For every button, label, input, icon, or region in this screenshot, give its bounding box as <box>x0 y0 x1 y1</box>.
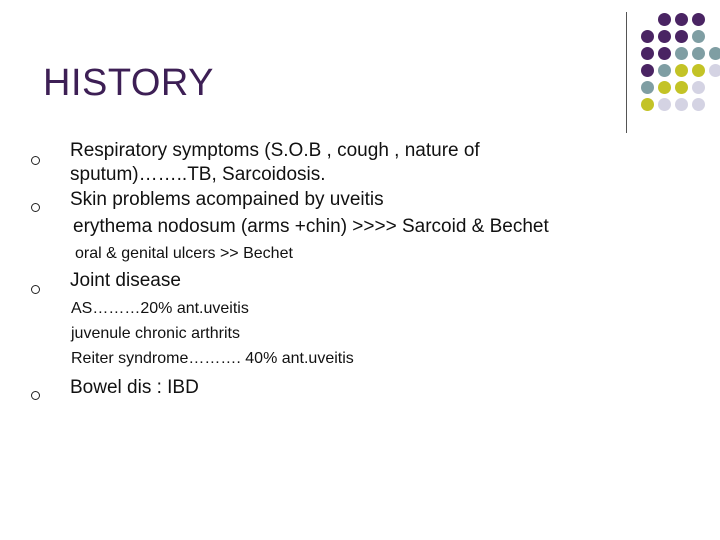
decorative-dot <box>675 98 688 111</box>
decorative-dot <box>658 47 671 60</box>
decorative-dot <box>641 64 654 77</box>
decorative-dot <box>658 64 671 77</box>
decorative-dot <box>675 47 688 60</box>
divider-line <box>626 12 627 133</box>
bullet-icon <box>31 285 40 294</box>
bullet-icon <box>31 156 40 165</box>
text-line-as: AS………20% ant.uveitis <box>71 300 249 317</box>
decorative-dot <box>658 81 671 94</box>
text-line-joint: Joint disease <box>70 270 181 291</box>
decorative-dot <box>709 47 720 60</box>
decorative-dot <box>692 47 705 60</box>
bullet-icon <box>31 391 40 400</box>
slide-title: HISTORY <box>43 62 215 104</box>
text-line-reiter: Reiter syndrome………. 40% ant.uveitis <box>71 350 354 367</box>
decorative-dot <box>658 98 671 111</box>
bullet-icon <box>31 203 40 212</box>
text-line-respiratory: Respiratory symptoms (S.O.B , cough , nature of <box>70 140 480 161</box>
decorative-dot <box>641 30 654 43</box>
decorative-dot <box>709 64 720 77</box>
text-line-juvenule: juvenule chronic arthrits <box>71 325 240 342</box>
text-line-oral: oral & genital ulcers >> Bechet <box>75 245 293 262</box>
decorative-dot <box>692 81 705 94</box>
decorative-dot <box>641 98 654 111</box>
text-line-sputum: sputum)……..TB, Sarcoidosis. <box>70 164 326 185</box>
decorative-dot <box>675 13 688 26</box>
text-line-skin: Skin problems acompained by uveitis <box>70 189 384 210</box>
decorative-dot <box>692 30 705 43</box>
decorative-dot <box>692 64 705 77</box>
decorative-dot <box>658 13 671 26</box>
decorative-dot <box>675 81 688 94</box>
decorative-dot <box>692 98 705 111</box>
decorative-dot <box>675 30 688 43</box>
decorative-dot <box>675 64 688 77</box>
decorative-dot <box>692 13 705 26</box>
text-line-bowel: Bowel dis : IBD <box>70 377 199 398</box>
decorative-dot <box>641 81 654 94</box>
decorative-dot <box>641 47 654 60</box>
text-line-erythema: erythema nodosum (arms +chin) >>>> Sarcoid & Bechet <box>73 216 549 237</box>
decorative-dot <box>658 30 671 43</box>
